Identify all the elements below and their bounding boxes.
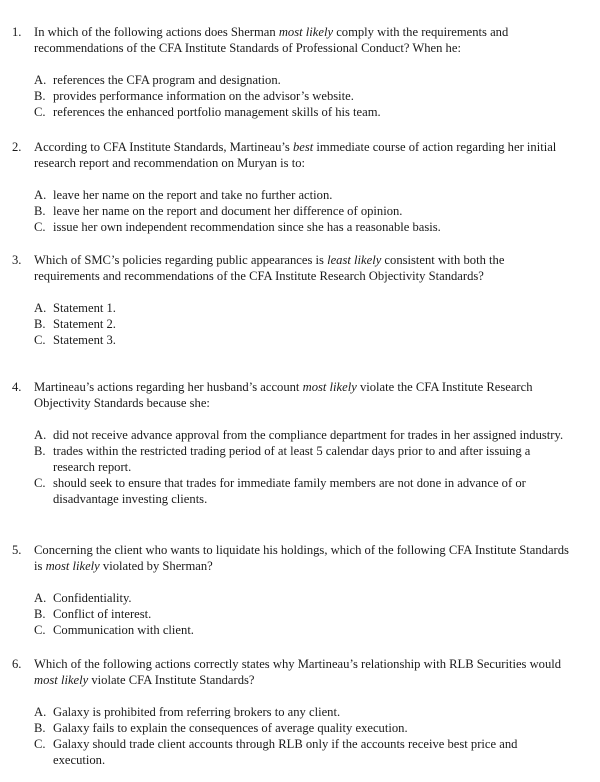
- answer-options: [34, 427, 572, 507]
- question-stem: Which of the following actions correctly states why Martineau’s relationship with RLB Securities would most likely violate CFA Institute Standards?: [34, 657, 562, 687]
- question-number: 3.: [12, 253, 22, 267]
- answer-option-c: C. should seek to ensure that trades for immediate family members are not done in advance of or disadvantage investing clients.: [34, 476, 526, 506]
- question-stem: Which of SMC’s policies regarding public appearances is least likely consistent with both the requirements and recommendations of the CFA Institute Research Objectivity Standards?: [34, 253, 505, 283]
- answer-options: [34, 704, 572, 768]
- answer-option-b: B. Conflict of interest.: [34, 607, 152, 621]
- question-stem: Concerning the client who wants to liquidate his holdings, which of the following CFA Institute Standards is most likely violated by Sherman?: [34, 543, 569, 573]
- question-stem: In which of the following actions does Sherman most likely comply with the requirements and recommendations of the CFA Institute Standards of Professional Conduct? When he:: [34, 25, 509, 55]
- answer-option-b: B. leave her name on the report and document her difference of opinion.: [34, 204, 403, 218]
- answer-options: [34, 187, 572, 235]
- question-6: [12, 656, 572, 768]
- question-stem: Martineau’s actions regarding her husband’s account most likely violate the CFA Institute Research Objectivity Standards because she:: [34, 380, 533, 410]
- question-number: 5.: [12, 543, 22, 557]
- question-5: [12, 542, 572, 638]
- question-number: 2.: [12, 140, 22, 154]
- question-number: 6.: [12, 657, 22, 671]
- answer-option-a: A. did not receive advance approval from the compliance department for trades in her assigned industry.: [34, 428, 564, 442]
- answer-option-a: A. references the CFA program and designation.: [34, 73, 281, 87]
- question-3: [12, 252, 572, 348]
- question-stem: According to CFA Institute Standards, Martineau’s best immediate course of action regarding her initial research report and recommendation on Muryan is to:: [34, 140, 557, 170]
- question-1: [12, 24, 572, 120]
- answer-options: [34, 590, 572, 638]
- answer-option-c: C. Communication with client.: [34, 623, 194, 637]
- answer-option-b: B. provides performance information on the advisor’s website.: [34, 89, 354, 103]
- question-4: [12, 379, 572, 507]
- answer-options: [34, 300, 572, 348]
- question-number: 4.: [12, 380, 22, 394]
- question-number: 1.: [12, 25, 22, 39]
- answer-option-b: B. Galaxy fails to explain the consequences of average quality execution.: [34, 721, 408, 735]
- answer-option-a: A. Confidentiality.: [34, 591, 132, 605]
- answer-option-c: C. Statement 3.: [34, 333, 116, 347]
- question-2: [12, 139, 572, 235]
- answer-option-b: B. Statement 2.: [34, 317, 116, 331]
- answer-option-a: A. Galaxy is prohibited from referring brokers to any client.: [34, 705, 341, 719]
- answer-option-c: C. references the enhanced portfolio management skills of his team.: [34, 105, 381, 119]
- answer-option-c: C. Galaxy should trade client accounts through RLB only if the accounts receive best price and execution.: [34, 737, 518, 767]
- answer-option-b: B. trades within the restricted trading period of at least 5 calendar days prior to and after issuing a research report.: [34, 444, 531, 474]
- answer-option-c: C. issue her own independent recommendation since she has a reasonable basis.: [34, 220, 441, 234]
- answer-option-a: A. Statement 1.: [34, 301, 116, 315]
- answer-options: [34, 72, 572, 120]
- answer-option-a: A. leave her name on the report and take no further action.: [34, 188, 333, 202]
